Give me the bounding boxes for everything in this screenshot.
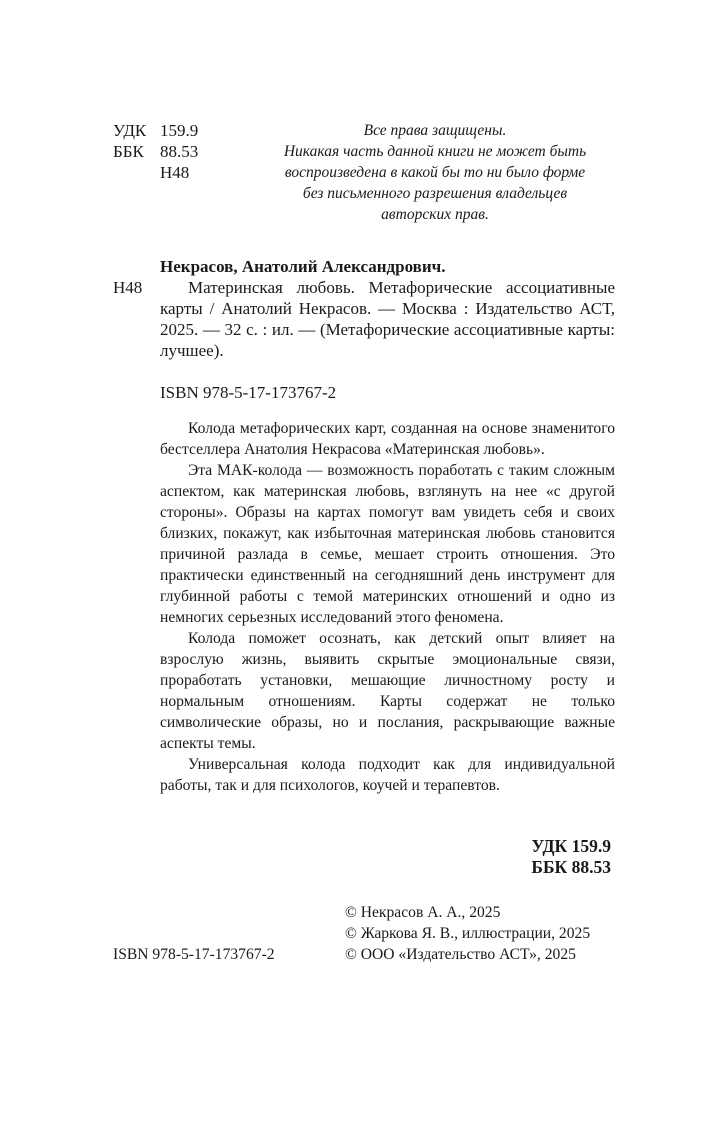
bibliographic-description: Материнская любовь. Метафорические ассоциативные карты / Анатолий Некрасов. — Москва : Издательство АСТ, 2025. — 32 с. : ил. — (Метафорические ассоциативные карты: лучшее).: [160, 278, 615, 360]
udk-label: УДК: [113, 121, 147, 140]
rights-line: воспроизведена в какой бы то ни было форме: [284, 164, 586, 181]
classification-codes: [113, 120, 198, 183]
udk-row: [113, 120, 198, 141]
rights-line: без письменного разрешения владельцев: [302, 185, 568, 202]
author-mark-row: [113, 162, 198, 183]
author-mark: Н48: [160, 163, 190, 182]
annotation-paragraph: Колода метафорических карт, созданная на основе знаменитого бестселлера Анатолия Некрасова «Материнская любовь».: [160, 420, 615, 458]
annotation: [160, 418, 615, 796]
footer-classification: [531, 836, 611, 878]
rights-line: Никакая часть данной книги не может быть: [283, 143, 587, 160]
copyright-line: © Жаркова Я. В., иллюстрации, 2025: [345, 925, 591, 942]
copyright-line: © ООО «Издательство АСТ», 2025: [345, 946, 576, 963]
rights-line: Все права защищены.: [363, 122, 507, 139]
annotation-paragraph: Эта МАК-колода — возможность поработать с таким сложным аспектом, как материнская любовь, взглянуть на нее «с другой стороны». Образы на картах помогут вам увидеть себя и своих близких, покажут, как избыточная материнская любовь становится причиной разлада в семье, мешает строить отношения. Это практически единственный на сегодняшний день инструмент для глубинной работы с темой материнских отношений и одно из немногих серьезных исследований этого феномена.: [160, 462, 615, 626]
footer-isbn: ISBN 978-5-17-173767-2: [113, 946, 275, 963]
bbk-label: ББК: [113, 142, 144, 161]
annotation-paragraph: Универсальная колода подходит как для индивидуальной работы, так и для психологов, коучей и терапевтов.: [160, 756, 615, 794]
copyright-line: © Некрасов А. А., 2025: [345, 904, 501, 921]
isbn: ISBN 978-5-17-173767-2: [160, 383, 337, 402]
footer-udk: УДК 159.9: [531, 836, 611, 856]
copyright-block: [345, 902, 590, 965]
bibliographic-author-mark: Н48: [113, 278, 143, 297]
rights-line: авторских прав.: [381, 206, 489, 223]
author-heading: Некрасов, Анатолий Александрович.: [160, 257, 446, 276]
udk-value: 159.9: [160, 121, 199, 140]
footer-bbk: ББК 88.53: [531, 857, 611, 877]
bbk-row: [113, 141, 198, 162]
rights-notice: [250, 120, 620, 225]
bbk-value: 88.53: [160, 142, 199, 161]
annotation-paragraph: Колода поможет осознать, как детский опыт влияет на взрослую жизнь, выявить скрытые эмоциональные связи, проработать установки, мешающие личностному росту и нормальным отношениям. Карты содержат не только символические образы, но и послания, раскрывающие важные аспекты темы.: [160, 630, 615, 752]
